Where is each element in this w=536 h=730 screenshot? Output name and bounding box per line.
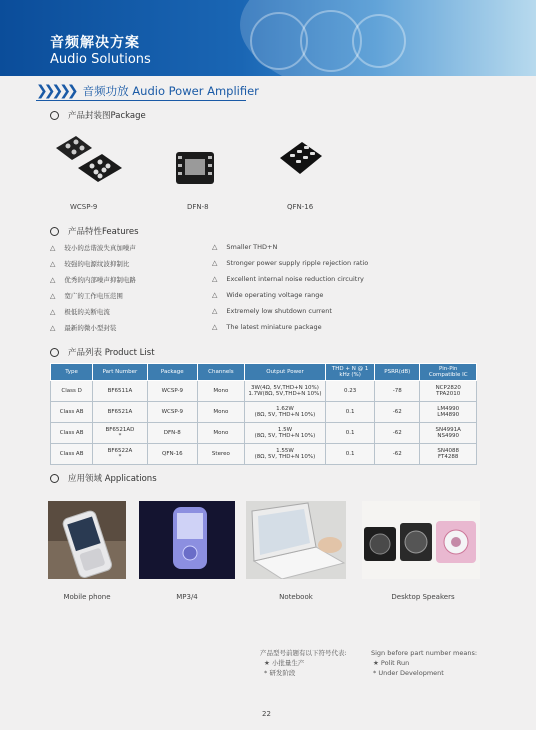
table-row [51, 402, 477, 423]
column-header: Type [51, 364, 93, 381]
compat-ic: FT4288 [437, 454, 459, 460]
column-header: THD + N @ 1 kHz (%) [326, 364, 375, 381]
qfn16-chip-image [276, 136, 326, 182]
product-table [50, 363, 477, 465]
package-cell: WCSP-9 [147, 402, 197, 423]
mobile-phone-image [48, 501, 126, 579]
mp3-player-image [139, 501, 235, 579]
compat-cell [420, 444, 477, 465]
output-power-cell [244, 381, 325, 402]
feature-en-text: Excellent internal noise reduction circuitry [226, 275, 364, 283]
feature-en-item [212, 307, 332, 315]
output-power-cell [244, 423, 325, 444]
notes-en [371, 648, 477, 678]
channels-cell: Stereo [197, 444, 244, 465]
compat-ic: LM4990 [437, 406, 460, 412]
part-mark: * [118, 433, 122, 439]
compat-ic: TPA2010 [436, 391, 461, 397]
output-power-line: 1.5W [277, 427, 293, 433]
channels-cell: Mono [197, 402, 244, 423]
table-header-row [51, 364, 477, 381]
feature-en-item [212, 243, 277, 251]
application-label-mp3: MP3/4 [176, 593, 198, 601]
triangle-bullet-icon: △ [50, 323, 56, 332]
thd-cell: 0.1 [326, 402, 375, 423]
triangle-bullet-icon: △ [50, 275, 56, 284]
triangle-bullet-icon: △ [212, 275, 218, 283]
output-power-line: (8Ω, 5V, THD+N 10%) [254, 433, 316, 439]
header-banner [0, 0, 536, 76]
compat-cell [420, 423, 477, 444]
output-power-line: 1.62W [276, 406, 294, 412]
triangle-bullet-icon: △ [50, 259, 56, 268]
decorative-circle [352, 14, 406, 68]
package-heading [50, 109, 146, 121]
column-header: Package [147, 364, 197, 381]
application-label-mobile-phone: Mobile phone [63, 593, 111, 601]
table-row [51, 444, 477, 465]
package-label-wcsp9: WCSP-9 [70, 203, 98, 211]
feature-cn-text: 最新的微小型封装 [64, 324, 117, 332]
package-heading-text: 产品封装图Package [68, 111, 146, 121]
type-cell: Class D [51, 381, 93, 402]
feature-en-item [212, 323, 322, 331]
feature-cn-text: 极低的关断电流 [64, 308, 110, 316]
output-power-line: (8Ω, 5V, THD+N 10%) [254, 454, 316, 460]
features-heading [50, 225, 139, 237]
feature-en-text: The latest miniature package [226, 323, 322, 331]
bullet-circle-icon [50, 474, 59, 483]
notes-cn [260, 648, 347, 678]
feature-cn-text: 宽广的工作电压范围 [64, 292, 123, 300]
product-list-heading [50, 346, 155, 358]
channels-cell: Mono [197, 423, 244, 444]
part-number: BF6521A [107, 409, 133, 415]
notes-cn-pilot: ★ 小批量生产 [264, 659, 305, 667]
compat-ic: NCP2820 [435, 385, 461, 391]
triangle-bullet-icon: △ [50, 307, 56, 316]
column-header: Pin-Pin Compatible IC [420, 364, 477, 381]
table-row [51, 381, 477, 402]
part-mark: * [118, 454, 122, 460]
bullet-circle-icon [50, 348, 59, 357]
wcsp9-chip-front [78, 154, 122, 182]
column-header: Output Power [244, 364, 325, 381]
feature-cn-item [50, 275, 136, 284]
psrr-cell: -62 [375, 402, 420, 423]
compat-ic: NS4990 [437, 433, 459, 439]
thd-cell: 0.1 [326, 423, 375, 444]
compat-cell [420, 381, 477, 402]
triangle-bullet-icon: △ [212, 323, 218, 331]
applications-heading-text: 应用领域 Applications [68, 474, 157, 484]
psrr-cell: -62 [375, 444, 420, 465]
triangle-bullet-icon: △ [212, 259, 218, 267]
table-row [51, 423, 477, 444]
feature-cn-text: 较强的电源纹波抑制比 [64, 260, 130, 268]
bullet-circle-icon [50, 227, 59, 236]
feature-en-item [212, 259, 368, 267]
output-power-cell [244, 444, 325, 465]
part-number-cell [93, 381, 147, 402]
type-cell: Class AB [51, 423, 93, 444]
package-cell: WCSP-9 [147, 381, 197, 402]
thd-cell: 0.23 [326, 381, 375, 402]
package-label-dfn8: DFN-8 [187, 203, 209, 211]
notes-en-development: * Under Development [373, 669, 444, 677]
wcsp9-chip-image [52, 130, 132, 190]
compat-ic: LM4890 [437, 412, 460, 418]
feature-cn-item [50, 243, 136, 252]
channels-cell: Mono [197, 381, 244, 402]
dfn8-chip-image [172, 148, 218, 188]
output-power-cell [244, 402, 325, 423]
feature-cn-text: 优秀的内部噪声抑制电路 [64, 276, 136, 284]
compat-ic: SN4991A [435, 427, 461, 433]
type-cell: Class AB [51, 444, 93, 465]
feature-en-item [212, 275, 364, 283]
page-number: 22 [262, 710, 271, 718]
notes-cn-development: * 研发阶段 [264, 669, 296, 677]
thd-cell: 0.1 [326, 444, 375, 465]
part-number: BF6521AD [105, 427, 135, 433]
type-cell: Class AB [51, 402, 93, 423]
package-cell: QFN-16 [147, 444, 197, 465]
output-power-line: 1.55W [276, 448, 294, 454]
notebook-image [246, 501, 346, 579]
column-header: Part Number [93, 364, 147, 381]
triangle-bullet-icon: △ [50, 291, 56, 300]
feature-en-text: Extremely low shutdown current [226, 307, 332, 315]
notes-en-pilot: ★ Polit Run [373, 659, 410, 667]
section-heading [36, 83, 259, 99]
feature-en-text: Stronger power supply ripple rejection ratio [226, 259, 369, 267]
column-header: Channels [197, 364, 244, 381]
part-number: BF6522A [107, 448, 133, 454]
header-title-en: Audio Solutions [50, 52, 151, 67]
output-power-line: 3W(4Ω, 5V,THD+N 10%) [251, 385, 319, 391]
applications-heading [50, 472, 157, 484]
psrr-cell: -62 [375, 423, 420, 444]
notes-cn-title: 产品型号前题有以下符号代表: [260, 649, 347, 657]
part-number-cell [93, 402, 147, 423]
features-heading-text: 产品特性Features [68, 227, 139, 237]
compat-ic: SN4088 [437, 448, 459, 454]
feature-en-text: Wide operating voltage range [226, 291, 324, 299]
feature-cn-text: 较小的总谐波失真加噪声 [64, 244, 136, 252]
feature-cn-item [50, 259, 129, 268]
triangle-bullet-icon: △ [212, 243, 218, 251]
feature-en-text: Smaller THD+N [226, 243, 278, 251]
notes-en-title: Sign before part number means: [371, 649, 478, 657]
desktop-speakers-image [362, 501, 480, 579]
feature-cn-item [50, 307, 110, 316]
package-cell: DFN-8 [147, 423, 197, 444]
compat-cell [420, 402, 477, 423]
application-label-notebook: Notebook [279, 593, 313, 601]
section-underline [36, 100, 246, 101]
application-label-desktop-speakers: Desktop Speakers [391, 593, 455, 601]
triangle-bullet-icon: △ [50, 243, 56, 252]
triangle-bullet-icon: △ [212, 307, 218, 315]
product-list-heading-text: 产品列表 Product List [68, 348, 155, 358]
chevron-arrows-icon: ❯❯❯❯❯ [36, 83, 75, 99]
feature-cn-item [50, 323, 116, 332]
output-power-line: 1.7W(8Ω, 5V,THD+N 10%) [248, 391, 322, 397]
bullet-circle-icon [50, 111, 59, 120]
output-power-line: (8Ω, 5V, THD+N 10%) [254, 412, 316, 418]
wcsp9-chip-back [56, 136, 92, 160]
triangle-bullet-icon: △ [212, 291, 218, 299]
column-header: PSRR(dB) [375, 364, 420, 381]
part-number-cell [93, 423, 147, 444]
part-number: BF6511A [107, 388, 133, 394]
feature-en-item [212, 291, 323, 299]
psrr-cell: -78 [375, 381, 420, 402]
package-label-qfn16: QFN-16 [287, 203, 314, 211]
part-number-cell [93, 444, 147, 465]
header-title-cn: 音频解决方案 [50, 35, 140, 51]
section-title: 音频功放 Audio Power Amplifier [82, 84, 259, 98]
feature-cn-item [50, 291, 123, 300]
